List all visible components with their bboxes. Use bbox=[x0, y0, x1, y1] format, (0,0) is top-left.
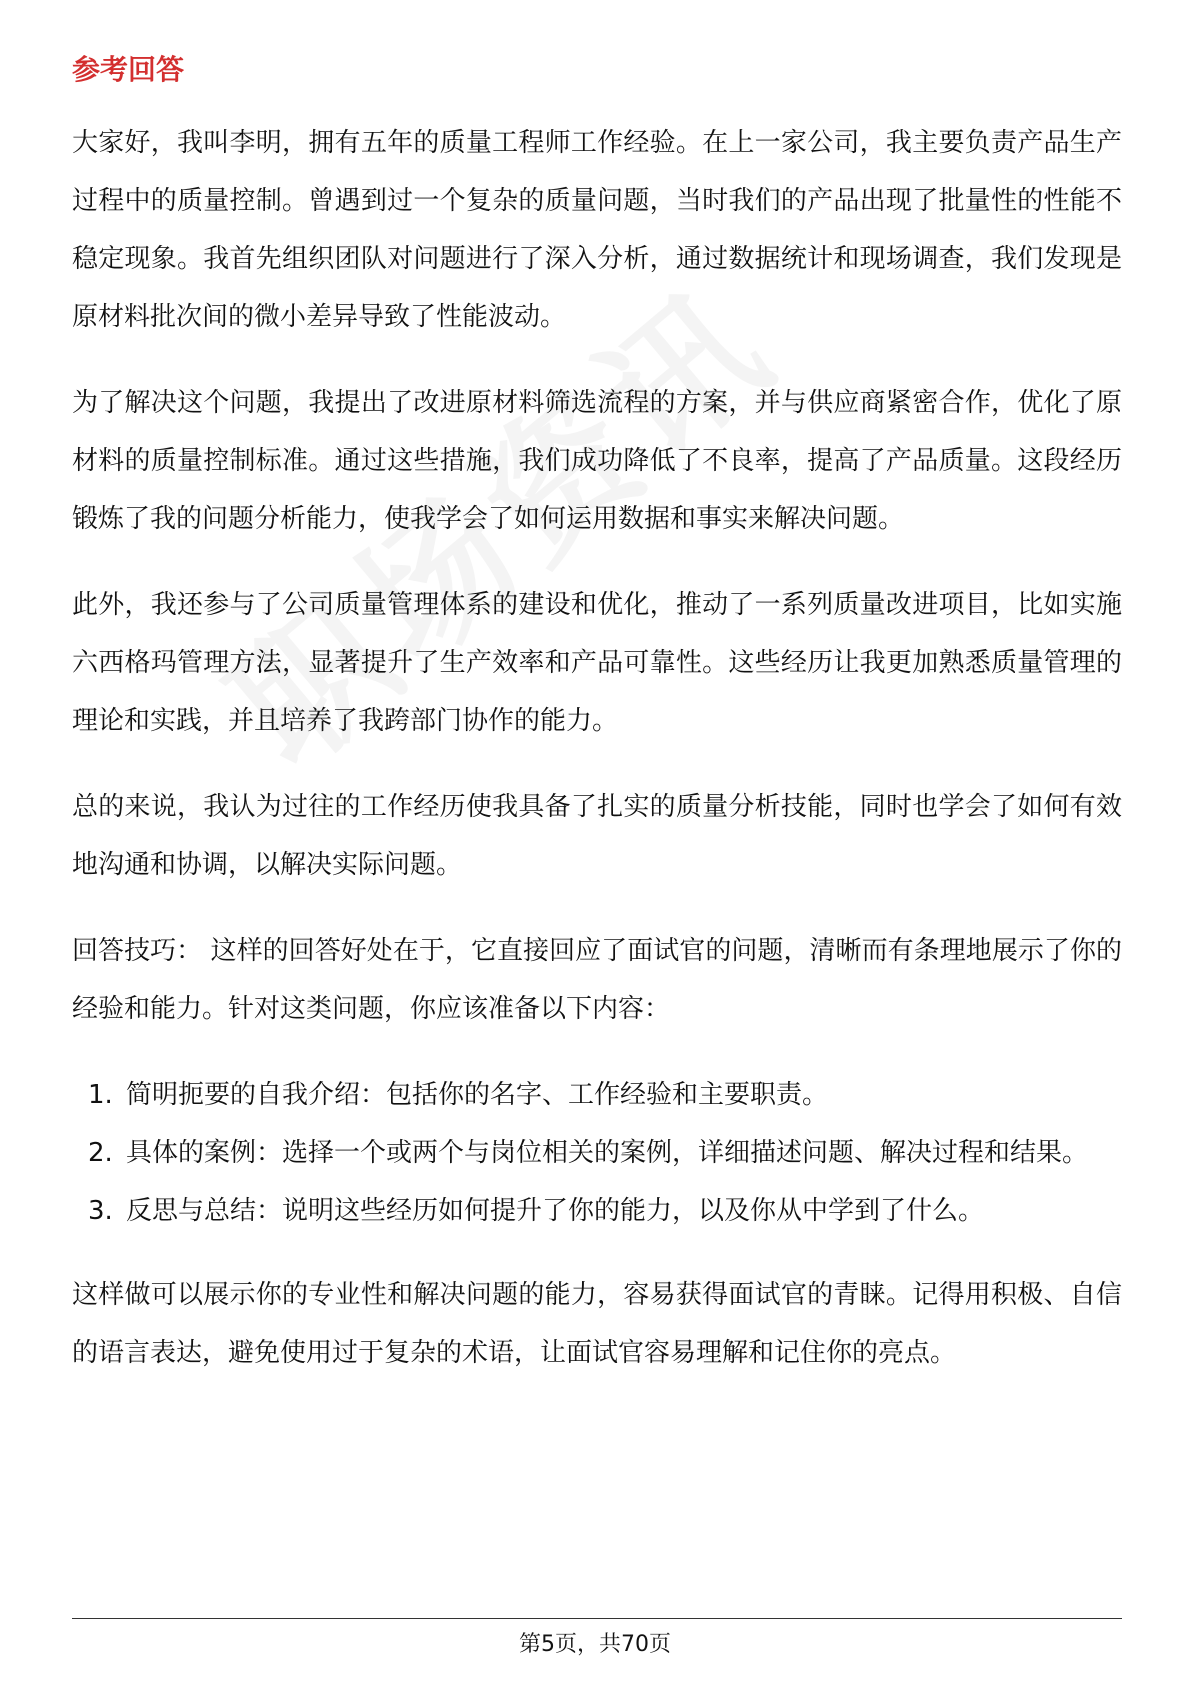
footer-divider bbox=[72, 1618, 1122, 1619]
tips-list bbox=[72, 1066, 1122, 1240]
list-item-text: 简明扼要的自我介绍：包括你的名字、工作经验和主要职责。 bbox=[126, 1080, 829, 1110]
list-number: 2. bbox=[88, 1138, 113, 1168]
list-item bbox=[72, 1124, 1122, 1182]
list-item bbox=[72, 1182, 1122, 1240]
paragraph-summary: 总的来说，我认为过往的工作经历使我具备了扎实的质量分析技能，同时也学会了如何有效地沟通和协调，以解决实际问题。 bbox=[72, 792, 1122, 880]
list-number: 1. bbox=[88, 1080, 113, 1110]
paragraph-tips: 回答技巧： 这样的回答好处在于，它直接回应了面试官的问题，清晰而有条理地展示了你的经验和能力。针对这类问题，你应该准备以下内容： bbox=[72, 936, 1122, 1024]
paragraph-additional: 此外，我还参与了公司质量管理体系的建设和优化，推动了一系列质量改进项目，比如实施六西格玛管理方法，显著提升了生产效率和产品可靠性。这些经历让我更加熟悉质量管理的理论和实践，并且培养了我跨部门协作的能力。 bbox=[72, 590, 1122, 736]
section-heading: 参考回答 bbox=[72, 53, 185, 86]
list-item-text: 具体的案例：选择一个或两个与岗位相关的案例，详细描述问题、解决过程和结果。 bbox=[126, 1138, 1089, 1168]
list-item-text: 反思与总结：说明这些经历如何提升了你的能力，以及你从中学到了什么。 bbox=[126, 1196, 985, 1226]
paragraph-intro: 大家好，我叫李明，拥有五年的质量工程师工作经验。在上一家公司，我主要负责产品生产过程中的质量控制。曾遇到过一个复杂的质量问题，当时我们的产品出现了批量性的性能不稳定现象。我首先组织团队对问题进行了深入分析，通过数据统计和现场调查，我们发现是原材料批次间的微小差异导致了性能波动。 bbox=[72, 128, 1122, 332]
paragraph-closing: 这样做可以展示你的专业性和解决问题的能力，容易获得面试官的青睐。记得用积极、自信的语言表达，避免使用过于复杂的术语，让面试官容易理解和记住你的亮点。 bbox=[72, 1280, 1122, 1368]
list-number: 3. bbox=[88, 1196, 113, 1226]
paragraph-solution: 为了解决这个问题，我提出了改进原材料筛选流程的方案，并与供应商紧密合作，优化了原材料的质量控制标准。通过这些措施，我们成功降低了不良率，提高了产品质量。这段经历锻炼了我的问题分析能力，使我学会了如何运用数据和事实来解决问题。 bbox=[72, 388, 1122, 534]
page-number: 第5页，共70页 bbox=[519, 1632, 671, 1657]
list-item bbox=[72, 1066, 1122, 1124]
page-content bbox=[72, 48, 1122, 1410]
